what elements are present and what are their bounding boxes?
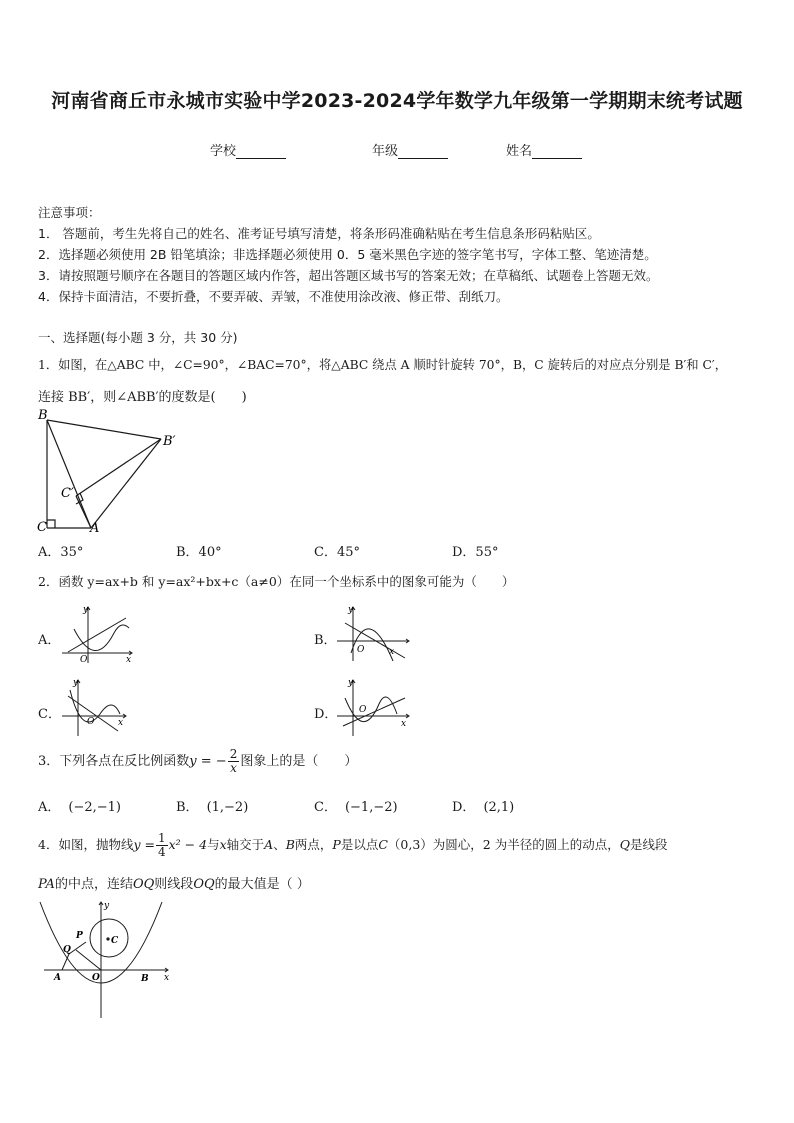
- q3-option-d-label: D．: [452, 800, 476, 815]
- q1-option-d[interactable]: D．55°: [452, 545, 499, 560]
- q1-figure: [34, 405, 184, 535]
- q2-d-origin: O: [359, 705, 367, 715]
- q2-graph-d: [335, 676, 415, 738]
- q2-option-a[interactable]: A．: [38, 633, 61, 648]
- school-blank[interactable]: [236, 144, 286, 159]
- q2-b-origin: O: [357, 645, 365, 655]
- q4-c: C: [378, 837, 388, 852]
- q2-option-b[interactable]: B．: [314, 633, 337, 648]
- name-field[interactable]: [506, 140, 582, 159]
- q3-fraction: [228, 748, 240, 775]
- q4-fraction-den: 4: [157, 845, 166, 859]
- q4-p: P: [332, 837, 341, 852]
- q4-expr: x² − 4: [168, 837, 208, 852]
- q4-a: A: [264, 837, 274, 852]
- notice-item-2: 2．选择题必须使用 2B 铅笔填涂；非选择题必须使用 0．5 毫米黑色字迹的签字笔书写，字体工整、笔迹清楚。: [38, 247, 657, 262]
- q4-sep: 、: [273, 837, 286, 852]
- q3-suffix: 图象上的是（ ）: [240, 754, 358, 769]
- page-title: 河南省商丘市永城市实验中学2023-2024学年数学九年级第一学期期末统考试题: [51, 90, 743, 112]
- q3-option-d-value: (2,1): [483, 800, 515, 815]
- q4-pa: PA: [38, 877, 55, 892]
- q2-graph-b: [335, 603, 415, 665]
- q3-fraction-num: 2: [229, 747, 238, 761]
- q4-center-point: [106, 937, 109, 940]
- q3-option-d[interactable]: [452, 796, 514, 815]
- q1-label-c: C: [37, 520, 47, 535]
- q2-d-y-label: y: [348, 678, 354, 688]
- school-field[interactable]: [210, 140, 286, 159]
- notice-item-3: 3．请按照题号顺序在各题目的答题区域内作答，超出答题区域书写的答案无效；在草稿纸、试题卷上答题无效。: [38, 268, 659, 283]
- q4-fig-p: P: [76, 931, 83, 941]
- q4-mid: 与: [207, 837, 220, 852]
- q4-fraction-num: 1: [157, 831, 166, 845]
- q4-fig-b: B: [141, 974, 149, 984]
- q1-label-cprime: C′: [61, 486, 74, 501]
- q4-fraction: [156, 832, 168, 859]
- q1-option-c[interactable]: C．45°: [314, 545, 360, 560]
- q3-option-a-label: A．: [38, 800, 61, 815]
- q2-graph-c: [60, 676, 132, 738]
- q3-fraction-den: x: [230, 761, 237, 775]
- q2-b-y-label: y: [348, 605, 354, 615]
- q4-line2-end: 的最大值是（ ）: [214, 877, 310, 892]
- q2-a-x-label: x: [126, 655, 132, 665]
- notice-heading: 注意事项：: [38, 205, 101, 220]
- q2-graph-a: [60, 603, 138, 665]
- q4-b: B: [285, 837, 295, 852]
- grade-field[interactable]: [372, 140, 448, 159]
- q3-option-c-value: (−1,−2): [344, 800, 398, 815]
- q2-c-origin: O: [87, 717, 95, 727]
- q1-label-bprime: B′: [163, 434, 176, 449]
- q4-fig-x: x: [164, 973, 170, 983]
- q4-x: x: [219, 837, 227, 852]
- q3-option-c[interactable]: [314, 796, 398, 815]
- q4-rest3: 是以点: [340, 837, 379, 852]
- q4-figure: [34, 896, 179, 1021]
- q3-option-b[interactable]: [176, 796, 248, 815]
- q4-rest5: 是线段: [629, 837, 668, 852]
- q4-fig-a: A: [54, 973, 61, 983]
- q3-option-c-label: C．: [314, 800, 337, 815]
- q2-text: 2．函数 y=ax+b 和 y=ax²+bx+c（a≠0）在同一个坐标系中的图象可能为（ ）: [38, 574, 515, 589]
- q3-y-eq: y = −: [189, 754, 227, 769]
- q4-rest2: 两点，: [294, 837, 333, 852]
- q1-option-b[interactable]: B．40°: [176, 545, 222, 560]
- q4-line2-mid2: 则线段: [154, 877, 194, 892]
- q1-option-a[interactable]: A．35°: [38, 545, 84, 560]
- q1-label-a: A: [90, 521, 100, 535]
- q4-fig-o: O: [92, 973, 100, 983]
- q3-option-b-value: (1,−2): [206, 800, 249, 815]
- q4-fig-q: Q: [63, 945, 71, 955]
- q4-oq-2: OQ: [193, 877, 215, 892]
- q4-y-eq: y =: [133, 837, 155, 852]
- q4-fig-y: y: [104, 901, 110, 911]
- notice-item-1: 1． 答题前，考生先将自己的姓名、准考证号填写清楚，将条形码准确粘贴在考生信息条形码粘贴区。: [38, 226, 600, 241]
- q1-label-b: B: [38, 408, 48, 423]
- q2-b-x-label: x: [389, 647, 395, 657]
- q2-d-x-label: x: [401, 719, 407, 729]
- section-heading: 一、选择题(每小题 3 分，共 30 分): [38, 330, 238, 345]
- name-blank[interactable]: [532, 144, 582, 159]
- q1-line2: 连接 BB′，则∠ABB′的度数是( ): [38, 390, 247, 405]
- q3-prefix: 3．下列各点在反比例函数: [38, 754, 190, 769]
- q4-prefix: 4．如图，抛物线: [38, 837, 134, 852]
- q1-line1: 1．如图，在△ABC 中，∠C=90°，∠BAC=70°，将△ABC 绕点 A 顺时针旋转 70°，B，C 旋转后的对应点分别是 B′和 C′，: [38, 358, 728, 372]
- q4-fig-c: C: [111, 936, 119, 946]
- q3-option-a[interactable]: [38, 796, 121, 815]
- q3-option-a-value: (−2,−1): [68, 800, 121, 815]
- q2-a-origin: O: [80, 655, 88, 665]
- q3-text: [38, 748, 357, 775]
- name-label: 姓名: [506, 144, 533, 159]
- notice-item-4: 4．保持卡面清洁，不要折叠，不要弄破、弄皱，不准使用涂改液、修正带、刮纸刀。: [38, 289, 509, 304]
- q3-option-b-label: B．: [176, 800, 199, 815]
- q2-a-y-label: y: [83, 605, 89, 615]
- q4-oq: OQ: [132, 877, 155, 892]
- q4-line1: [38, 831, 668, 859]
- q2-c-y-label: y: [73, 678, 79, 688]
- grade-blank[interactable]: [398, 144, 448, 159]
- school-label: 学校: [210, 144, 237, 159]
- q2-option-c[interactable]: C．: [38, 707, 61, 722]
- grade-label: 年级: [372, 144, 399, 159]
- q2-c-x-label: x: [118, 718, 124, 728]
- q4-line2-mid: 的中点，连结: [54, 877, 133, 892]
- q4-rest4: （0,3）为圆心，2 为半径的圆上的动点，: [387, 837, 620, 852]
- q2-option-d[interactable]: D．: [314, 707, 338, 722]
- q4-rest1: 轴交于: [226, 837, 265, 852]
- q4-line2: [38, 873, 310, 892]
- q4-q: Q: [619, 837, 630, 852]
